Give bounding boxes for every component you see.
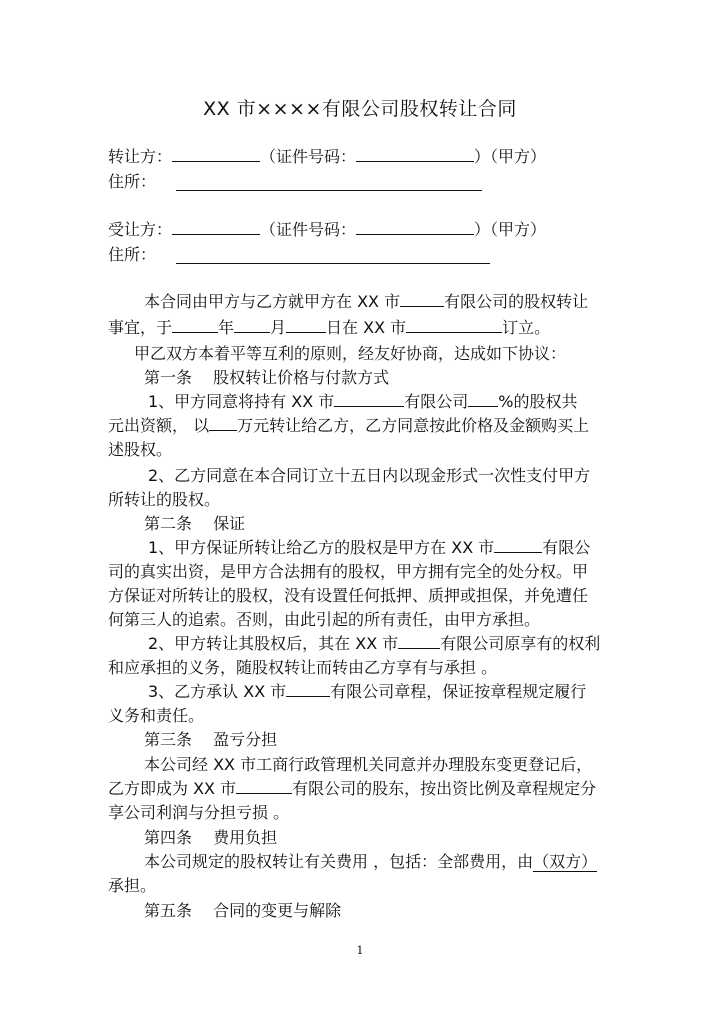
article-2-clause-2	[148, 634, 600, 654]
transferor-id-blank	[356, 147, 474, 162]
article-1-clause-1	[148, 392, 578, 412]
company-blank	[494, 538, 542, 553]
article-3-line-3: 享公司利润与分担亏损 。	[108, 803, 290, 822]
intro-text: 本合同由甲方与乙方就甲方在 XX 市	[144, 292, 401, 311]
cost-bearer-value: （双方）	[533, 852, 598, 871]
amount-blank	[209, 416, 237, 431]
transferor-address-label: 住所：	[108, 172, 157, 191]
transferor-line	[108, 147, 546, 167]
article-2-clause-1-line-2: 司的真实出资，是甲方合法拥有的股权，甲方拥有完全的处分权。甲	[108, 562, 589, 581]
clause-text: 1、甲方同意将持有 XX 市	[148, 392, 335, 411]
article-4-line-1	[144, 852, 597, 872]
clause-text: 3、乙方承认 XX 市	[148, 682, 287, 701]
article-1-heading: 第一条 股权转让价格与付款方式	[144, 368, 390, 387]
transferee-party: ）（甲方）	[474, 220, 547, 239]
article-5-heading: 第五条 合同的变更与解除	[144, 901, 342, 920]
transferee-address-line	[108, 245, 156, 265]
article-1-clause-2-end: 所转让的股权。	[108, 490, 221, 509]
article-4-heading: 第四条 费用负担	[144, 828, 278, 847]
article-2-clause-3-end: 义务和责任。	[108, 706, 205, 725]
year-label: 年	[218, 318, 235, 337]
intro-line-2	[108, 318, 550, 338]
transferee-id-blank	[356, 220, 474, 235]
clause-text: 本公司规定的股权转让有关费用 ，包括：全部费用，由	[144, 852, 534, 871]
article-1-clause-2: 2、乙方同意在本合同订立十五日内以现金形式一次性支付甲方	[148, 466, 591, 485]
intro-line-3: 甲乙双方本着平等互利的原则，经友好协商，达成如下协议：	[134, 344, 567, 363]
transferee-label: 受让方：	[108, 220, 173, 239]
article-3-line-2	[108, 779, 596, 799]
page-number: 1	[356, 944, 364, 957]
month-label: 月	[270, 318, 287, 337]
company-blank	[398, 634, 440, 649]
company-blank	[236, 779, 292, 794]
article-2-clause-1-line-3: 方保证对所转让的股权，没有设置任何抵押、质押或担保，并免遭任	[108, 586, 589, 605]
intro-text: 订立。	[502, 318, 551, 337]
clause-text: 1、甲方保证所转让给乙方的股权是甲方在 XX 市	[148, 538, 495, 557]
transferor-label: 转让方：	[108, 147, 173, 166]
clause-text: 元出资额， 以	[108, 416, 210, 435]
article-1-clause-1-end: 述股权。	[108, 440, 173, 459]
intro-company-blank	[400, 292, 444, 307]
intro-line-1	[144, 292, 588, 312]
article-2-clause-3	[148, 682, 586, 702]
transferee-address-blank	[176, 263, 490, 264]
place-blank	[406, 318, 502, 333]
clause-text: 有限公司	[404, 392, 469, 411]
company-blank	[334, 392, 404, 407]
intro-text: 事宜，于	[108, 318, 173, 337]
article-2-clause-1	[148, 538, 590, 558]
clause-text: 有限公司原享有的权利	[440, 634, 601, 653]
clause-text: 乙方即成为 XX 市	[108, 779, 237, 798]
transferor-name-blank	[172, 147, 260, 162]
day-label: 日在 XX 市	[326, 318, 407, 337]
contract-title: XX 市××××有限公司股权转让合同	[203, 98, 517, 120]
transferor-address-blank	[176, 190, 482, 191]
article-3-line-1: 本公司经 XX 市工商行政管理机关同意并办理股东变更登记后，	[144, 755, 593, 774]
clause-text: 有限公	[542, 538, 591, 557]
transferor-address-line	[108, 172, 156, 192]
clause-text: 有限公司的股东，按出资比例及章程规定分	[292, 779, 597, 798]
transferee-id-label: （证件号码：	[260, 220, 357, 239]
month-blank	[234, 318, 270, 333]
transferee-name-blank	[172, 220, 260, 235]
article-2-clause-1-line-4: 何第三人的追索。否则，由此引起的所有责任，由甲方承担。	[108, 610, 541, 629]
transferor-party: ）（甲方）	[474, 147, 547, 166]
article-2-heading: 第二条 保证	[144, 514, 246, 533]
percent-blank	[468, 392, 498, 407]
company-blank	[286, 682, 330, 697]
clause-text: 2、甲方转让其股权后，其在 XX 市	[148, 634, 399, 653]
intro-text: 有限公司的股权转让	[444, 292, 589, 311]
transferor-id-label: （证件号码：	[260, 147, 357, 166]
transferee-address-label: 住所：	[108, 245, 157, 264]
article-2-clause-2-end: 和应承担的义务，随股权转让而转由乙方享有与承担 。	[108, 658, 498, 677]
article-3-heading: 第三条 盈亏分担	[144, 730, 278, 749]
article-4-line-2: 承担。	[108, 876, 157, 895]
clause-text: %的股权共	[498, 392, 578, 411]
clause-text: 有限公司章程，保证按章程规定履行	[330, 682, 587, 701]
year-blank	[172, 318, 218, 333]
article-1-clause-1-cont	[108, 416, 589, 436]
day-blank	[286, 318, 326, 333]
transferee-line	[108, 220, 546, 240]
clause-text: 万元转让给乙方，乙方同意按此价格及金额购买上	[237, 416, 590, 435]
